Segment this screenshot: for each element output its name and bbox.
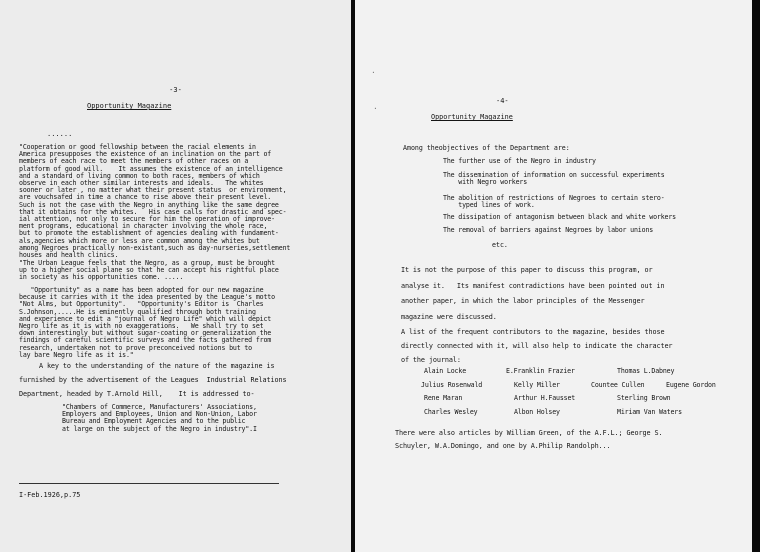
opportunity-name-paragraph: "Opportunity" as a name has been adopted for our new magazine because it carries with it the idea presented by the League's motto "Not Alms, but Opportunity". "Opportunity's Editor is Charles S.Johnson,.....He is eminently qualified through both training and experience to edit a "journal of Negro Life" which will depict Negro life as it is with no exaggerations. We shall try to set down interestingly but without sugar-coating or generalization the findings of careful scientific surveys and the facts gathered from research, undertaken not to prove preconceived notions but to lay bare Negro life as it is." <box>19 286 275 359</box>
ellipsis-dots: ...... <box>47 130 73 138</box>
left-page <box>0 0 351 552</box>
page-title: Opportunity Magazine <box>431 113 513 121</box>
objectives-intro: Among theobjectives of the Department are: <box>403 144 570 152</box>
addressee-quote: "Chambers of Commerce, Manufacturers' Associations, Employers and Employees, Union and Non-Union, Labor Bureau and Employment Agencies and to the public at large on the subject of the Negro in industry".I <box>62 403 257 433</box>
contributor-name: Eugene Gordon <box>666 381 716 389</box>
contributors-intro: A list of the frequent contributors to the magazine, besides those directly connected with it, will also help to indicate the character of the journal: <box>400 328 673 364</box>
right-page <box>355 0 752 552</box>
cooperation-paragraph: "Cooperation or good fellowship between the racial elements in America presupposes the existence of an inclination on the part of members of each race to meet the members of other races on a platform of good will. It assumes the existence of an intelligence and a standard of living common to both races, members of which observe in each other similar interests and ideals. The whites sooner or later , no matter what their present status or environment, are vouchsafed in time a chance to rise above their present level. Such is not the case with the Negro in anything like the same degree that it obtains for the whites. His case calls for drastic and spec- ial attention, not only to secure for him the operation of improve- ment programs, educational in character involving the whole race, but to promote the establishment of agencies dealing with fundament- als,agencies which more or less are common among the whites but among Negroes practically non-existant,such as day-nurseries,settlement houses and health clinics. <box>19 143 291 260</box>
contributor-name: Rene Maran <box>424 394 463 402</box>
margin-mark: · <box>371 68 376 77</box>
contributor-name: Arthur H.Fausset <box>514 394 576 402</box>
contributor-name: Kelly Miller <box>514 381 560 389</box>
contributor-name: Sterling Brown <box>617 394 671 402</box>
objective-item: The abolition of restrictions of Negroes to certain stero- typed lines of work. <box>443 194 665 210</box>
contributor-name: Charles Wesley <box>424 408 478 416</box>
footnote: I-Feb.1926,p.75 <box>19 491 81 499</box>
urban-league-paragraph: "The Urban League feels that the Negro, as a group, must be brought up to a higher social plane so that he can accept his rightful place in society as his opportunities come. ..... <box>19 259 279 282</box>
objective-item: The further use of the Negro in industry <box>443 157 596 165</box>
purpose-paragraph: It is not the purpose of this paper to discuss this program, or analyse it. Its manifest contradictions have been pointed out in another paper, in which the labor principles of the Messenger magazine were discussed. <box>400 266 665 321</box>
objective-item: The dissipation of antagonism between black and white workers <box>443 213 677 221</box>
margin-mark: · <box>373 104 378 113</box>
footnote-rule <box>19 483 279 484</box>
contributor-name: Julius Rosenwald <box>421 381 483 389</box>
page-title: Opportunity Magazine <box>87 102 172 110</box>
etc-text: etc. <box>492 241 508 249</box>
page-number: -3- <box>169 86 182 94</box>
objective-item: The dissemination of information on successful experiments with Negro workers <box>443 171 665 187</box>
contributor-name: Albon Holsey <box>514 408 560 416</box>
contributor-name: E.Franklin Frazier <box>506 367 575 375</box>
contributor-name: Miriam Van Waters <box>617 408 682 416</box>
contributor-name: Thomas L.Dabney <box>617 367 675 375</box>
page-number: -4- <box>496 97 509 105</box>
objective-item: The removal of barriers against Negroes by labor unions <box>443 226 654 234</box>
contributor-name: Countee Cullen <box>591 381 645 389</box>
contributor-name: Alain Locke <box>424 367 467 375</box>
key-understanding-paragraph: A key to the understanding of the nature of the magazine is furnished by the advertisement of the Leagues Industrial Relations Department, headed by T.Arnold Hill, It is addressed to- <box>19 362 287 398</box>
closing-paragraph: There were also articles by William Green, of the A.F.L.; George S. Schuyler, W.A.Domingo, and one by A.Philip Randolph... <box>394 429 663 450</box>
